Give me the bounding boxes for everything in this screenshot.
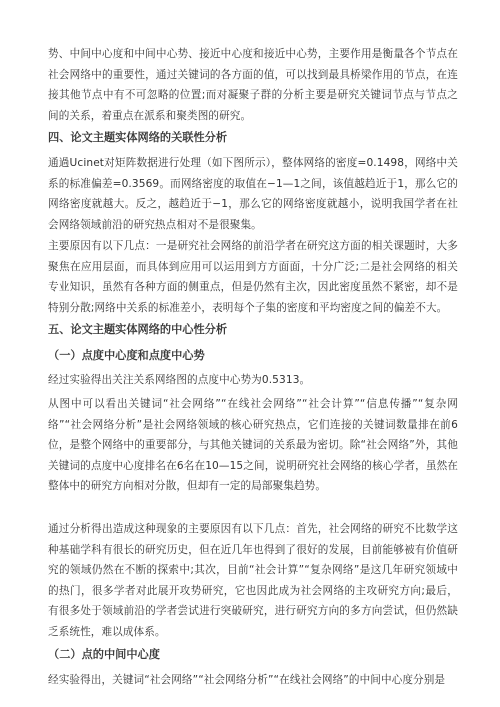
paragraph-density: 通過Ucinet对矩阵数据进行处理（如下图所示），整体网络的密度=0.1498，网络中关系的标准偏差=0.3569。而网络密度的取值在−1—1之间，该值越趋近于1，那么它的网络密度就越大。反之，越趋近于−1，那么它的网络密度就越小，说明我国学者在社会网络领域前沿的研究热点相对不是很聚集。 (48, 157, 458, 231)
paragraph-core-keywords: 从图中可以看出关键词“社会网络”“在线社会网络”“社会计算”“信息传播”“复杂网络”“社会网络分析”是社会网络领域的核心研究热点，它们连接的关键词数量排在前6位，是整个网络中的重要部分，与其他关键词的关系最为密切。除“社会网络”外，其他关键词的点度中心度排名在6名在10—15之间，说明研究社会网络的核心学者，虽然在整体中的研究方向相对分散，但却有一定的局部聚集趋势。 (48, 398, 458, 492)
paragraph-degree-centralization: 经过实验得出关注关系网络图的点度中心势为0.5313。 (48, 374, 311, 386)
paragraph-density-reasons: 主要原因有以下几点：一是研究社会网络的前沿学者在研究这方面的相关课题时，大多聚焦在应用层面，而具体到应用可以运用到方方面面，十分广泛;二是社会网络的相关专业知识，虽然有各种方面的侧重点，但是仍然有主次，因此密度虽然不紧密，却不是特别分散;网络中关系的标准差小，表明每个子集的密度和平均密度之间的偏差不大。 (48, 240, 458, 314)
section-heading-4: 四、论文主题实体网络的关联性分析 (48, 131, 228, 144)
subsection-heading-2: （二）点的中间中心度 (48, 648, 160, 661)
paragraph-betweenness: 经实验得出，关键词“社会网络”“社会网络分析”“在线社会网络”的中间中心度分别是 (48, 674, 446, 686)
paragraph-causes: 通过分析得出造成这种现象的主要原因有以下几点：首先，社会网络的研究不比数学这种基础学科有很长的研究历史，但在近几年也得到了很好的发展，目前能够被有价值研究的领域仍然在不断的探索中;其次，目前“社会计算”“复杂网络”是这几年研究领域中的热门，很多学者对此展开攻势研究，它也因此成为社会网络的主攻研究方向;最后，有很多处于领域前沿的学者尝试进行突破研究，进行研究方向的多方向尝试，但仍然缺乏系统性，难以成体系。 (48, 523, 458, 638)
section-heading-5: 五、论文主题实体网络的中心性分析 (48, 323, 228, 336)
subsection-heading-1: （一）点度中心度和点度中心势 (48, 349, 205, 362)
paragraph-centrality-overview: 势、中间中心度和中间中心势、接近中心度和接近中心势，主要作用是衡量各个节点在社会网络中的重要性，通过关键词的各方面的值，可以找到最具桥梁作用的节点，在连接其他节点中有不可忽略的位置;而对凝聚子群的分析主要是研究关键词节点与节点之间的关系，着重点在派系和聚类图的研究。 (48, 48, 458, 122)
